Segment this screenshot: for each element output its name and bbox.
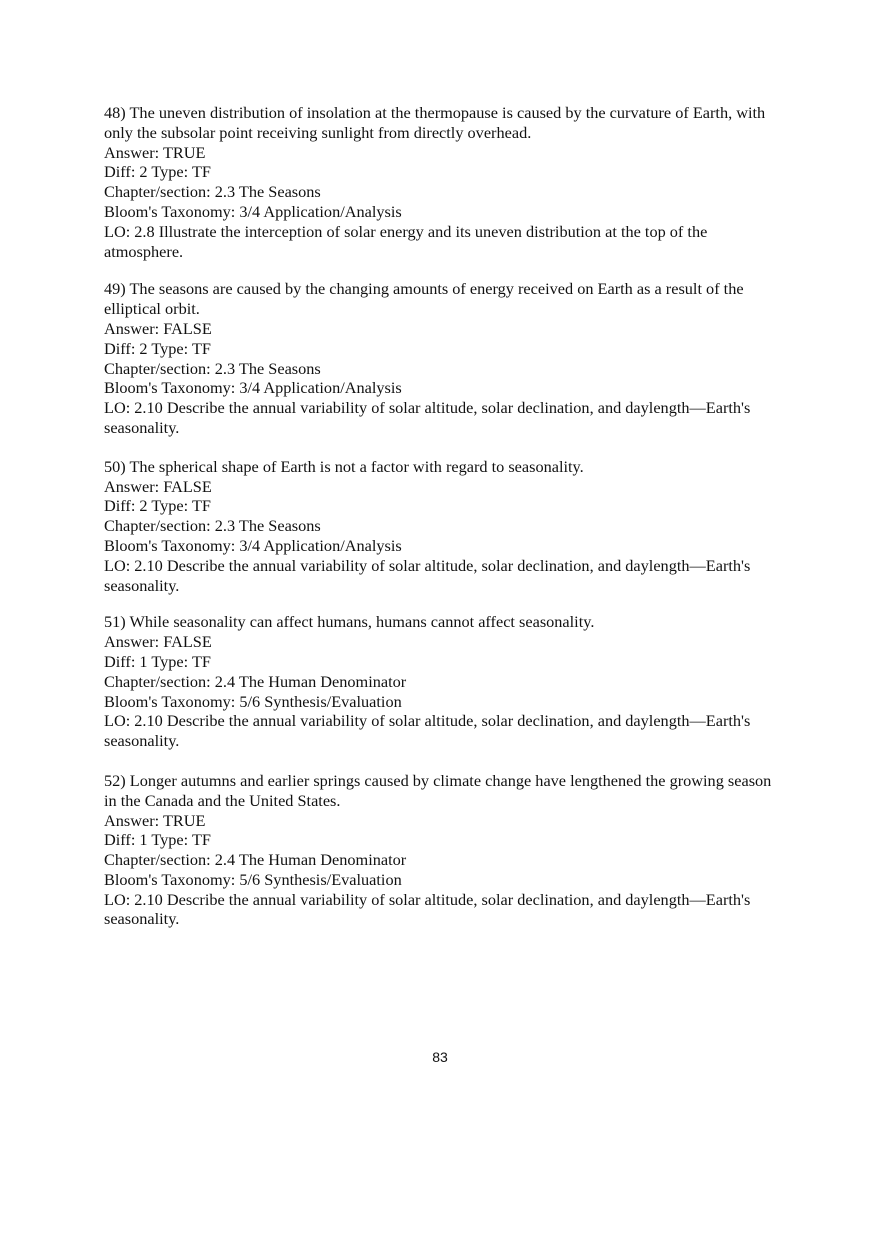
question-stem: 51) While seasonality can affect humans, humans cannot affect seasonality.: [104, 612, 595, 632]
question-learning-objective: LO: 2.10 Describe the annual variability of solar altitude, solar declination, and daylength—Earth's seasonality.: [104, 889, 751, 929]
question-difficulty: Diff: 2 Type: TF: [104, 496, 211, 516]
question-50: [104, 457, 784, 596]
question-51: [104, 612, 784, 751]
question-chapter: Chapter/section: 2.4 The Human Denominator: [104, 671, 407, 691]
question-stem: 50) The spherical shape of Earth is not a factor with regard to seasonality.: [104, 456, 584, 476]
question-52: [104, 771, 784, 929]
question-learning-objective: LO: 2.8 Illustrate the interception of solar energy and its uneven distribution at the top of the atmosphere.: [104, 221, 708, 261]
question-answer: Answer: FALSE: [104, 476, 212, 496]
question-answer: Answer: TRUE: [104, 810, 206, 830]
question-difficulty: Diff: 2 Type: TF: [104, 162, 211, 182]
question-bloom: Bloom's Taxonomy: 3/4 Application/Analysis: [104, 201, 402, 221]
question-learning-objective: LO: 2.10 Describe the annual variability of solar altitude, solar declination, and daylength—Earth's seasonality.: [104, 555, 751, 595]
question-difficulty: Diff: 1 Type: TF: [104, 830, 211, 850]
question-list: [104, 103, 784, 929]
question-learning-objective: LO: 2.10 Describe the annual variability of solar altitude, solar declination, and daylength—Earth's seasonality.: [104, 398, 751, 437]
question-chapter: Chapter/section: 2.3 The Seasons: [104, 516, 321, 536]
question-bloom: Bloom's Taxonomy: 5/6 Synthesis/Evaluation: [104, 869, 402, 889]
question-bloom: Bloom's Taxonomy: 5/6 Synthesis/Evaluation: [104, 691, 402, 711]
question-bloom: Bloom's Taxonomy: 3/4 Application/Analysis: [104, 535, 402, 555]
question-stem: 49) The seasons are caused by the changing amounts of energy received on Earth as a result of the elliptical orbit.: [104, 279, 744, 319]
question-48: [104, 103, 784, 261]
question-answer: Answer: FALSE: [104, 632, 212, 652]
page-number: 83: [432, 1049, 448, 1065]
question-answer: Answer: TRUE: [104, 142, 206, 162]
question-bloom: Bloom's Taxonomy: 3/4 Application/Analysis: [104, 378, 402, 398]
question-chapter: Chapter/section: 2.3 The Seasons: [104, 182, 321, 202]
question-chapter: Chapter/section: 2.3 The Seasons: [104, 358, 321, 378]
question-stem: 48) The uneven distribution of insolation at the thermopause is caused by the curvature of Earth, with only the subsolar point receiving sunlight from directly overhead.: [104, 103, 766, 142]
question-answer: Answer: FALSE: [104, 318, 212, 338]
question-learning-objective: LO: 2.10 Describe the annual variability of solar altitude, solar declination, and daylength—Earth's seasonality.: [104, 711, 751, 751]
question-difficulty: Diff: 1 Type: TF: [104, 651, 211, 671]
question-difficulty: Diff: 2 Type: TF: [104, 338, 211, 358]
question-chapter: Chapter/section: 2.4 The Human Denominator: [104, 850, 407, 870]
question-49: [104, 279, 784, 437]
question-stem: 52) Longer autumns and earlier springs caused by climate change have lengthened the growing season in the Canada and the United States.: [104, 770, 772, 810]
